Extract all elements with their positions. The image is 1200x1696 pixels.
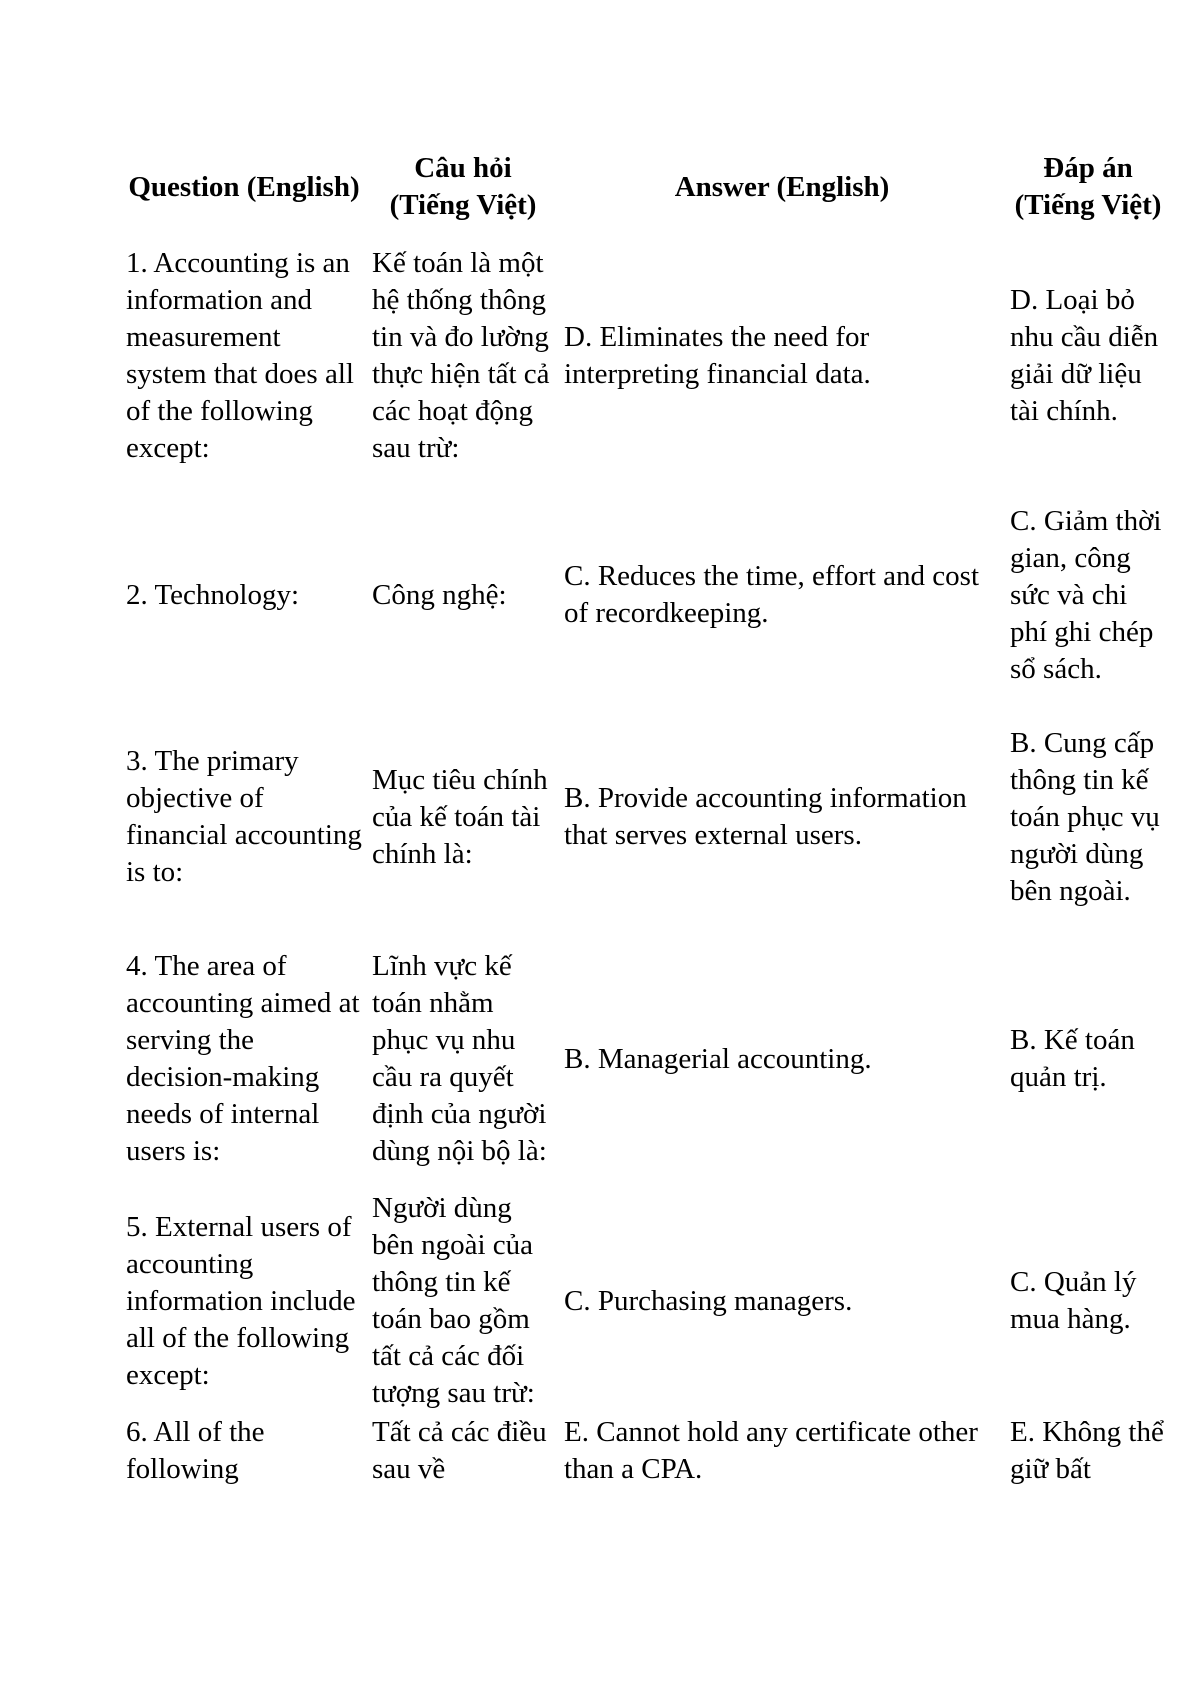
answer-english: B. Managerial accounting. [564, 1042, 872, 1075]
answer-english: D. Eliminates the need for interpreting financial data. [564, 321, 871, 390]
header-question-vietnamese: Câu hỏi (Tiếng Việt) [389, 152, 537, 221]
question-vietnamese: Lĩnh vực kế toán nhằm phục vụ nhu cầu ra quyết định của người dùng nội bộ là: [372, 950, 547, 1167]
answer-vietnamese: B. Cung cấp thông tin kế toán phục vụ người dùng bên ngoài. [1010, 726, 1160, 907]
answer-vietnamese: E. Không thể giữ bất [1010, 1416, 1164, 1485]
table-row [120, 928, 1170, 1190]
header-question-english: Question (English) [128, 170, 360, 203]
table-header [120, 150, 1170, 228]
question-english: 2. Technology: [126, 578, 300, 611]
question-english: 3. The primary objective of financial accounting is to: [126, 745, 362, 888]
answer-english: C. Purchasing managers. [564, 1284, 853, 1317]
question-english: 4. The area of accounting aimed at serving the decision-making needs of internal users is: [126, 950, 360, 1167]
question-vietnamese: Mục tiêu chính của kế toán tài chính là: [372, 763, 548, 870]
question-english: 1. Accounting is an information and measurement system that does all of the following except: [126, 247, 354, 464]
answer-vietnamese: B. Kế toán quản trị. [1010, 1024, 1135, 1093]
answer-english: B. Provide accounting information that serves external users. [564, 782, 967, 851]
question-english: 6. All of the following [126, 1416, 265, 1485]
header-answer-vietnamese: Đáp án (Tiếng Việt) [1014, 152, 1162, 221]
answer-english: E. Cannot hold any certificate other than a CPA. [564, 1416, 978, 1485]
answer-english: C. Reduces the time, effort and cost of recordkeeping. [564, 560, 980, 629]
qa-table [120, 150, 1170, 1488]
table-row [120, 484, 1170, 706]
table-row [120, 706, 1170, 928]
question-vietnamese: Công nghệ: [372, 578, 507, 611]
table-row [120, 1412, 1170, 1488]
table-row [120, 228, 1170, 484]
answer-vietnamese: D. Loại bỏ nhu cầu diễn giải dữ liệu tài chính. [1010, 284, 1159, 427]
question-vietnamese: Tất cả các điều sau về [372, 1416, 547, 1485]
answer-vietnamese: C. Giảm thời gian, công sức và chi phí ghi chép sổ sách. [1010, 504, 1162, 685]
question-english: 5. External users of accounting information include all of the following except: [126, 1210, 356, 1391]
answer-vietnamese: C. Quản lý mua hàng. [1010, 1266, 1137, 1335]
table-row [120, 1190, 1170, 1412]
question-vietnamese: Người dùng bên ngoài của thông tin kế toán bao gồm tất cả các đối tượng sau trừ: [372, 1192, 535, 1409]
header-answer-english: Answer (English) [674, 170, 890, 203]
question-vietnamese: Kế toán là một hệ thống thông tin và đo lường thực hiện tất cả các hoạt động sau trừ: [372, 247, 550, 464]
